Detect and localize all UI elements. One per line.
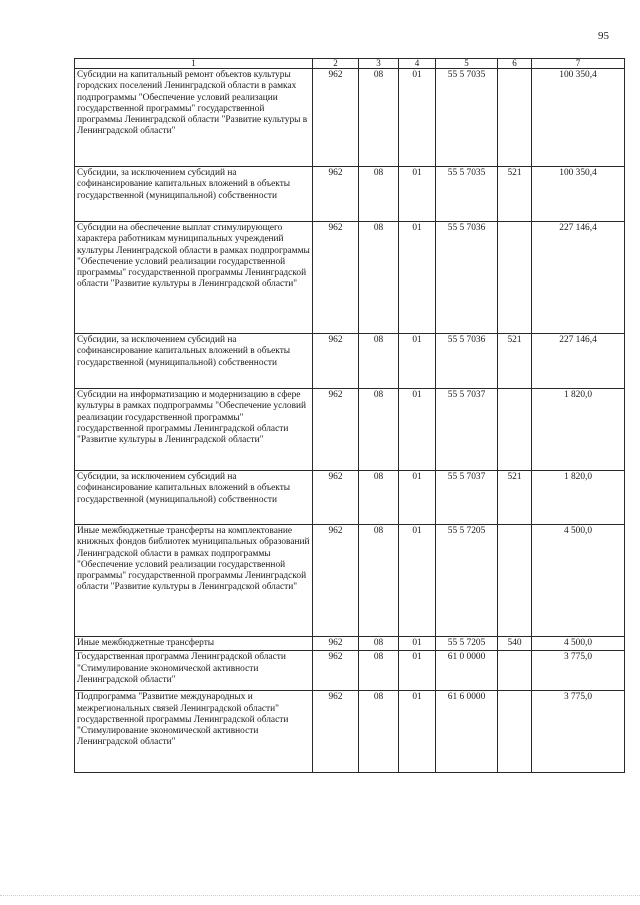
table-row bbox=[75, 334, 625, 389]
row-c5: 55 5 7035 bbox=[436, 69, 498, 167]
row-c3: 08 bbox=[359, 471, 399, 525]
row-c3: 08 bbox=[359, 167, 399, 222]
header-cell: 3 bbox=[359, 59, 399, 69]
row-c3: 08 bbox=[359, 637, 399, 651]
row-c5: 55 5 7035 bbox=[436, 167, 498, 222]
header-cell: 5 bbox=[436, 59, 498, 69]
row-c4: 01 bbox=[399, 389, 436, 471]
row-c2: 962 bbox=[313, 389, 359, 471]
row-name: Субсидии на информатизацию и модернизацию в сфере культуры в рамках подпрограммы "Обеспечение условий реализации государственной программы" государственной программы Ленинградской области "Развитие культуры в Ленинградской области" bbox=[75, 389, 313, 471]
row-name: Субсидии, за исключением субсидий на софинансирование капитальных вложений в объекты государственной (муниципальной) собственности bbox=[75, 471, 313, 525]
row-c4: 01 bbox=[399, 471, 436, 525]
row-c7: 227 146,4 bbox=[532, 222, 625, 334]
row-c7: 1 820,0 bbox=[532, 389, 625, 471]
row-c4: 01 bbox=[399, 637, 436, 651]
row-c6 bbox=[498, 69, 532, 167]
row-c4: 01 bbox=[399, 69, 436, 167]
row-c6: 521 bbox=[498, 471, 532, 525]
row-c5: 61 6 0000 bbox=[436, 691, 498, 773]
row-c6 bbox=[498, 222, 532, 334]
row-name: Государственная программа Ленинградской области "Стимулирование экономической активности Ленинградской области" bbox=[75, 651, 313, 691]
row-c7: 3 775,0 bbox=[532, 651, 625, 691]
row-c7: 227 146,4 bbox=[532, 334, 625, 389]
table-row bbox=[75, 525, 625, 637]
row-c5: 61 0 0000 bbox=[436, 651, 498, 691]
row-c4: 01 bbox=[399, 651, 436, 691]
table-row bbox=[75, 691, 625, 773]
row-c3: 08 bbox=[359, 334, 399, 389]
row-c3: 08 bbox=[359, 525, 399, 637]
row-c4: 01 bbox=[399, 222, 436, 334]
row-c4: 01 bbox=[399, 167, 436, 222]
row-c3: 08 bbox=[359, 69, 399, 167]
row-c4: 01 bbox=[399, 525, 436, 637]
table-row bbox=[75, 651, 625, 691]
row-c6 bbox=[498, 691, 532, 773]
row-c2: 962 bbox=[313, 471, 359, 525]
row-c2: 962 bbox=[313, 651, 359, 691]
row-c6 bbox=[498, 389, 532, 471]
row-c3: 08 bbox=[359, 222, 399, 334]
row-c2: 962 bbox=[313, 637, 359, 651]
header-cell: 6 bbox=[498, 59, 532, 69]
row-name: Иные межбюджетные трансферты на комплектование книжных фондов библиотек муниципальных образований Ленинградской области в рамках подпрограммы "Обеспечение условий реализации государственной программы" государственной программы Ленинградской области "Развитие культуры в Ленинградской области" bbox=[75, 525, 313, 637]
table-body bbox=[75, 59, 625, 773]
header-cell: 1 bbox=[75, 59, 313, 69]
row-c2: 962 bbox=[313, 222, 359, 334]
budget-table bbox=[74, 58, 625, 773]
row-c4: 01 bbox=[399, 334, 436, 389]
row-name: Субсидии на капитальный ремонт объектов культуры городских поселений Ленинградской области в рамках подпрограммы "Обеспечение условий реализации государственной программы" государственной программы Ленинградской области "Развитие культуры в Ленинградской области" bbox=[75, 69, 313, 167]
row-c7: 1 820,0 bbox=[532, 471, 625, 525]
row-c6 bbox=[498, 525, 532, 637]
table-row bbox=[75, 167, 625, 222]
row-c6: 521 bbox=[498, 334, 532, 389]
row-name: Подпрограмма "Развитие международных и межрегиональных связей Ленинградской области" государственной программы Ленинградской области "Стимулирование экономической активности Ленинградской области" bbox=[75, 691, 313, 773]
row-c6: 521 bbox=[498, 167, 532, 222]
row-c4: 01 bbox=[399, 691, 436, 773]
row-c7: 3 775,0 bbox=[532, 691, 625, 773]
row-c5: 55 5 7037 bbox=[436, 471, 498, 525]
row-name: Субсидии, за исключением субсидий на софинансирование капитальных вложений в объекты государственной (муниципальной) собственности bbox=[75, 334, 313, 389]
scan-edge-divider bbox=[0, 895, 640, 897]
table-row bbox=[75, 471, 625, 525]
row-name: Иные межбюджетные трансферты bbox=[75, 637, 313, 651]
header-cell: 4 bbox=[399, 59, 436, 69]
row-c5: 55 5 7036 bbox=[436, 334, 498, 389]
table-row bbox=[75, 637, 625, 651]
row-c7: 4 500,0 bbox=[532, 525, 625, 637]
row-c5: 55 5 7036 bbox=[436, 222, 498, 334]
table-row bbox=[75, 222, 625, 334]
row-c7: 100 350,4 bbox=[532, 69, 625, 167]
row-c5: 55 5 7205 bbox=[436, 637, 498, 651]
row-c3: 08 bbox=[359, 691, 399, 773]
row-c3: 08 bbox=[359, 651, 399, 691]
table-row bbox=[75, 69, 625, 167]
row-c6: 540 bbox=[498, 637, 532, 651]
row-c2: 962 bbox=[313, 525, 359, 637]
row-c2: 962 bbox=[313, 334, 359, 389]
header-cell: 7 bbox=[532, 59, 625, 69]
row-c7: 4 500,0 bbox=[532, 637, 625, 651]
row-name: Субсидии, за исключением субсидий на софинансирование капитальных вложений в объекты государственной (муниципальной) собственности bbox=[75, 167, 313, 222]
table-row bbox=[75, 389, 625, 471]
page-number: 95 bbox=[598, 30, 609, 42]
row-c2: 962 bbox=[313, 69, 359, 167]
row-name: Субсидии на обеспечение выплат стимулирующего характера работникам муниципальных учреждений культуры Ленинградской области в рамках подпрограммы "Обеспечение условий реализации государственной программы" государственной программы Ленинградской области "Развитие культуры в Ленинградской области" bbox=[75, 222, 313, 334]
row-c3: 08 bbox=[359, 389, 399, 471]
row-c5: 55 5 7205 bbox=[436, 525, 498, 637]
row-c7: 100 350,4 bbox=[532, 167, 625, 222]
table-header-row bbox=[75, 59, 625, 69]
row-c5: 55 5 7037 bbox=[436, 389, 498, 471]
row-c6 bbox=[498, 651, 532, 691]
row-c2: 962 bbox=[313, 167, 359, 222]
row-c2: 962 bbox=[313, 691, 359, 773]
header-cell: 2 bbox=[313, 59, 359, 69]
